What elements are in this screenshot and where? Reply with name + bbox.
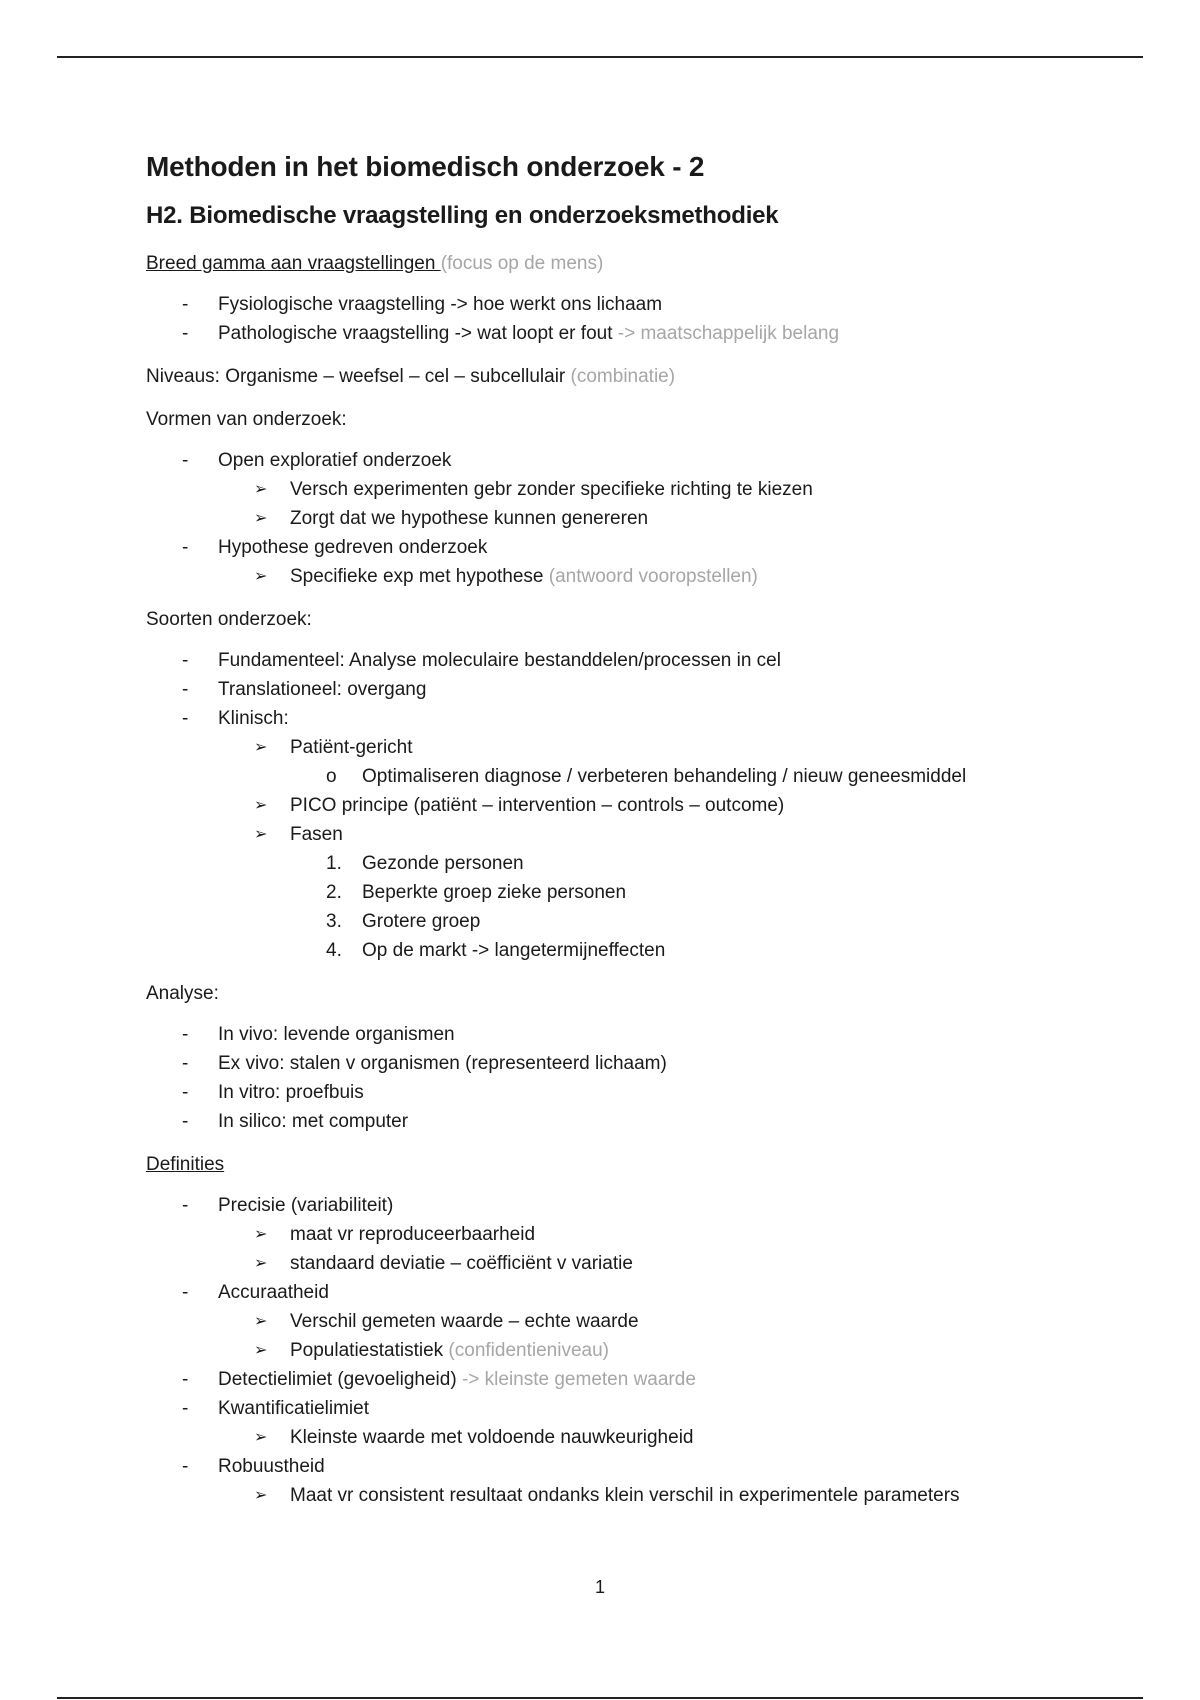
section-heading-analyse: Analyse:: [146, 983, 219, 1004]
list-item-text: In vivo: levende organismen: [218, 1024, 455, 1045]
header-rule: [57, 56, 1143, 58]
list-number: 3.: [326, 911, 342, 932]
sublist-item-text: standaard deviatie – coëfficiënt v variatie: [290, 1253, 633, 1274]
sub-sublist-item-text: Optimaliseren diagnose / verbeteren behandeling / nieuw geneesmiddel: [362, 766, 967, 787]
list-item-text: Detectielimiet (gevoeligheid): [218, 1369, 462, 1390]
list-item-text: Hypothese gedreven onderzoek: [218, 537, 488, 558]
sub-sublist-item: [290, 762, 1046, 791]
document-body: [146, 143, 1046, 1510]
arrow-bullet-icon: ➢: [254, 739, 268, 756]
niveaus-line: [146, 362, 1046, 391]
list-item-text: In vitro: proefbuis: [218, 1082, 364, 1103]
list-item: [146, 1020, 1046, 1049]
section-heading-soorten: Soorten onderzoek:: [146, 609, 312, 630]
sublist: [218, 475, 1046, 533]
section-heading-vormen: Vormen van onderzoek:: [146, 409, 347, 430]
sublist-item: [218, 1249, 1046, 1278]
list-item: [146, 646, 1046, 675]
grey-note: (combinatie): [570, 366, 676, 387]
list-item: [146, 319, 1046, 348]
sublist-item: [218, 1220, 1046, 1249]
fase-item: [290, 936, 1046, 965]
list-item-text: Fysiologische vraagstelling -> hoe werkt ons lichaam: [218, 294, 663, 315]
sublist-item: [218, 1423, 1046, 1452]
list-item-text: Ex vivo: stalen v organismen (representeerd lichaam): [218, 1053, 667, 1074]
list-item: [146, 1278, 1046, 1365]
sublist: [218, 1220, 1046, 1278]
dash-bullet: -: [182, 708, 189, 729]
list-item-text: Precisie (variabiliteit): [218, 1195, 394, 1216]
arrow-bullet-icon: ➢: [254, 826, 268, 843]
arrow-bullet-icon: ➢: [254, 1487, 268, 1504]
list-item: [146, 1394, 1046, 1452]
dash-bullet: -: [182, 1369, 189, 1390]
dash-bullet: -: [182, 1398, 189, 1419]
dash-bullet: -: [182, 450, 189, 471]
arrow-bullet-icon: ➢: [254, 1313, 268, 1330]
soorten-list: [146, 646, 1046, 965]
fase-item: [290, 849, 1046, 878]
vormen-list: [146, 446, 1046, 591]
footer-rule: [57, 1697, 1143, 1699]
dash-bullet: -: [182, 1195, 189, 1216]
list-item-text: Pathologische vraagstelling -> wat loopt er fout: [218, 323, 618, 344]
grey-note: (antwoord vooropstellen): [548, 566, 758, 587]
sublist-item: [218, 1336, 1046, 1365]
list-item-text: Open exploratief onderzoek: [218, 450, 452, 471]
dash-bullet: -: [182, 1082, 189, 1103]
sublist: [218, 733, 1046, 965]
list-item: [146, 290, 1046, 319]
fase-item: [290, 907, 1046, 936]
list-item-text: Robuustheid: [218, 1456, 325, 1477]
grey-note: -> maatschappelijk belang: [617, 323, 840, 344]
sublist-item: [218, 791, 1046, 820]
list-number: 2.: [326, 882, 342, 903]
sublist-item: [218, 475, 1046, 504]
arrow-bullet-icon: ➢: [254, 481, 268, 498]
sublist-item-text: maat vr reproduceerbaarheid: [290, 1224, 536, 1245]
arrow-bullet-icon: ➢: [254, 797, 268, 814]
dash-bullet: -: [182, 1282, 189, 1303]
chapter-heading: H2. Biomedische vraagstelling en onderzoeksmethodiek: [146, 202, 779, 229]
list-item-text: Kwantificatielimiet: [218, 1398, 369, 1419]
sublist-item-text: Maat vr consistent resultaat ondanks klein verschil in experimentele parameters: [290, 1485, 960, 1506]
sublist: [218, 1481, 1046, 1510]
sublist-item: [218, 504, 1046, 533]
document-title: Methoden in het biomedisch onderzoek - 2: [146, 151, 705, 182]
arrow-bullet-icon: ➢: [254, 510, 268, 527]
list-item-text: Fundamenteel: Analyse moleculaire bestanddelen/processen in cel: [218, 650, 781, 671]
circle-bullet-icon: o: [326, 766, 337, 787]
arrow-bullet-icon: ➢: [254, 1342, 268, 1359]
underlined-heading: Definities: [146, 1154, 225, 1175]
list-item: [146, 675, 1046, 704]
sublist-item-text: Versch experimenten gebr zonder specifieke richting te kiezen: [290, 479, 813, 500]
dash-bullet: -: [182, 1456, 189, 1477]
section-heading-breed-gamma: [146, 249, 1046, 278]
arrow-bullet-icon: ➢: [254, 1255, 268, 1272]
sublist-item: [218, 1481, 1046, 1510]
dash-bullet: -: [182, 1024, 189, 1045]
sub-sublist: [290, 762, 1046, 791]
sublist-item: [218, 733, 1046, 791]
list-item: [146, 1191, 1046, 1278]
grey-note: -> kleinste gemeten waarde: [461, 1369, 696, 1390]
fase-item-text: Grotere groep: [362, 911, 481, 932]
list-item-text: In silico: met computer: [218, 1111, 409, 1132]
arrow-bullet-icon: ➢: [254, 1226, 268, 1243]
dash-bullet: -: [182, 1111, 189, 1132]
list-item: [146, 1078, 1046, 1107]
list-item: [146, 446, 1046, 533]
sublist-item-text: Kleinste waarde met voldoende nauwkeurigheid: [290, 1427, 694, 1448]
arrow-bullet-icon: ➢: [254, 568, 268, 585]
list-item: [146, 1452, 1046, 1510]
list-item: [146, 1049, 1046, 1078]
sublist-item: [218, 1307, 1046, 1336]
analyse-list: [146, 1020, 1046, 1136]
definities-list: [146, 1191, 1046, 1510]
list-item-text: Klinisch:: [218, 708, 289, 729]
fase-item-text: Beperkte groep zieke personen: [362, 882, 627, 903]
page-number: 1: [594, 1577, 605, 1597]
sublist-item-text: Specifieke exp met hypothese: [290, 566, 549, 587]
sublist-item: [218, 562, 1046, 591]
sublist: [218, 562, 1046, 591]
sublist-item-text: Fasen: [290, 824, 343, 845]
sublist-item-text: PICO principe (patiënt – intervention – controls – outcome): [290, 795, 785, 816]
section-heading-definities: [146, 1150, 1046, 1179]
dash-bullet: -: [182, 294, 189, 315]
list-item: [146, 704, 1046, 965]
sublist-item-text: Patiënt-gericht: [290, 737, 413, 758]
dash-bullet: -: [182, 323, 189, 344]
fase-item-text: Op de markt -> langetermijneffecten: [362, 940, 666, 961]
sublist-item: [218, 820, 1046, 965]
sublist-item-text: Zorgt dat we hypothese kunnen genereren: [290, 508, 649, 529]
underlined-heading: Breed gamma aan vraagstellingen: [146, 253, 441, 274]
dash-bullet: -: [182, 679, 189, 700]
dash-bullet: -: [182, 537, 189, 558]
list-item: [146, 1365, 1046, 1394]
grey-note: (confidentieniveau): [448, 1340, 609, 1361]
list-number: 1.: [326, 853, 342, 874]
sublist-item-text: Verschil gemeten waarde – echte waarde: [290, 1311, 639, 1332]
list-item: [146, 533, 1046, 591]
vraagstelling-list: [146, 290, 1046, 348]
fase-item-text: Gezonde personen: [362, 853, 524, 874]
fasen-list: [290, 849, 1046, 965]
niveaus-text: Niveaus: Organisme – weefsel – cel – subcellulair: [146, 366, 571, 387]
sublist: [218, 1307, 1046, 1365]
dash-bullet: -: [182, 1053, 189, 1074]
sublist-item-text: Populatiestatistiek: [290, 1340, 449, 1361]
dash-bullet: -: [182, 650, 189, 671]
list-number: 4.: [326, 940, 342, 961]
arrow-bullet-icon: ➢: [254, 1429, 268, 1446]
list-item-text: Translationeel: overgang: [218, 679, 427, 700]
list-item-text: Accuraatheid: [218, 1282, 329, 1303]
fase-item: [290, 878, 1046, 907]
list-item: [146, 1107, 1046, 1136]
grey-note: (focus op de mens): [440, 253, 604, 274]
sublist: [218, 1423, 1046, 1452]
